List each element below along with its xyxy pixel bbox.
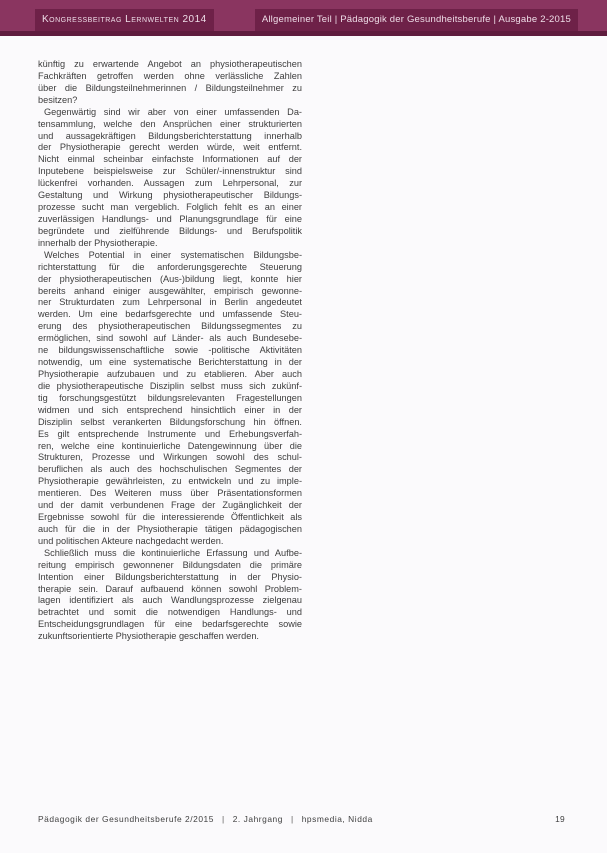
article-line: notwendig, um eine systematische Berichterstattung in der: [38, 357, 302, 368]
header-article-category: Kongressbeitrag Lernwelten 2014: [35, 9, 214, 31]
article-line: ren, welche eine kontinuierliche Datengewinnung über die: [38, 440, 302, 451]
article-line: Welches Potential in einer systematischen Bildungsbe-: [44, 249, 302, 260]
article-line: ner Strukturdaten zum Lehrpersonal in Berlin angedeutet: [38, 297, 302, 308]
article-line: besitzen?: [38, 94, 78, 105]
article-line: ne bildungswissenschaftliche sowie -politische Aktivitäten: [38, 345, 302, 356]
article-line: mentieren. Des Weiteren muss über Präsentationsformen: [38, 488, 302, 499]
article-line: innerhalb der Physiotherapie.: [38, 237, 158, 248]
article-line: lückenfrei vorhanden. Aussagen zum Lehrpersonal, zur: [38, 178, 302, 189]
article-line: ermöglichen, sind sowohl auf Länder- als auch Bundesebe-: [38, 333, 302, 344]
article-line: und aussagekräftigen Bildungsberichterstattung innerhalb: [38, 130, 302, 141]
article-line: Nicht einmal scheinbar einfachste Informationen auf der: [38, 154, 302, 165]
article-line: über die Bildungsteilnehmerinnen / Bildungsteilnehmer zu: [38, 82, 302, 93]
article-line: prozesse sucht man vergeblich. Folglich fehlt es an einer: [38, 202, 302, 213]
article-line: Disziplin selbst verankerten Bildungsforschung hin öffnen.: [38, 416, 302, 427]
page-header: [0, 0, 607, 36]
article-line: tig forschungsgestützt bildungsrelevanten Fragestellungen: [38, 392, 302, 403]
article-line: reitung empirisch gewonnener Bildungsdaten die primäre: [38, 559, 302, 570]
article-line: auch für die in der Physiotherapie tätigen pädagogischen: [38, 523, 302, 534]
footer-segment: Pädagogik der Gesundheitsberufe 2/2015: [38, 814, 214, 824]
article-line: richterstattung für die anforderungsgerechte Steuerung: [38, 261, 302, 272]
article-line: zuverlässigen Handlungs- und Planungsgrundlage für eine: [38, 213, 302, 224]
article-line: bereits anhand einiger ausgewählter, empirisch gewonne-: [38, 285, 302, 296]
page-footer: [38, 814, 565, 824]
article-line: Strukturen, Prozesse und Wirkungen sowohl des schul-: [38, 452, 302, 463]
article-line: beruflichen als auch des hochschulischen Segmentes der: [38, 464, 302, 475]
header-journal-info: Allgemeiner Teil | Pädagogik der Gesundheitsberufe | Ausgabe 2-2015: [255, 9, 578, 31]
article-line: Ergebnisse sowohl für die interessierende Öffentlichkeit als: [38, 512, 302, 523]
footer-segment: hpsmedia, Nidda: [301, 814, 373, 824]
article-line: widmen und sich entsprechend hinsichtlich einer in der: [38, 404, 302, 415]
article-line: Intention einer Bildungsberichterstattung in der Physio-: [38, 571, 302, 582]
article-line: erung des physiotherapeutischen Bildungssegmentes zu: [38, 321, 302, 332]
article-line: Physiotherapie gewährleisten, zu entwickeln und zu imple-: [38, 476, 302, 487]
article-line: lagen identifiziert als auch Wandlungsprozesse zielgenau: [38, 595, 302, 606]
footer-separator: |: [290, 814, 294, 824]
article-line: Gegenwärtig sind wir aber von einer umfassenden Da-: [44, 106, 302, 117]
footer-segment: 2. Jahrgang: [232, 814, 283, 824]
article-line: Es gilt entsprechende Instrumente und Erhebungsverfah-: [38, 428, 302, 439]
article-line: werden. Um eine bedarfsgerechte und umfassende Steu-: [38, 309, 302, 320]
article-line: zukunftsorientierte Physiotherapie geschaffen werden.: [38, 631, 259, 642]
article-line: tensammlung, welche den Ansprüchen einer strukturierten: [38, 118, 302, 129]
footer-journal-line: [38, 814, 373, 824]
article-line: der Physiotherapie gerecht werden würde, weit entfernt.: [38, 142, 302, 153]
article-line: Fachkräften getroffen werden ohne verlässliche Zahlen: [38, 70, 302, 81]
footer-separator: |: [221, 814, 225, 824]
article-line: und der damit verbundenen Frage der Zugänglichkeit der: [38, 500, 302, 511]
article-line: therapie sein. Darauf aufbauend können sowohl Problem-: [38, 583, 302, 594]
article-line: und politischen Akteure nachgedacht werden.: [38, 535, 224, 546]
article-line: Gestaltung und Wirkung physiotherapeutischer Bildungs-: [38, 190, 302, 201]
page-number: 19: [555, 814, 565, 824]
article-line: betrachtet und somit die notwendigen Handlungs- und: [38, 607, 302, 618]
article-line: begründete und zielführende Bildungs- und Berufspolitik: [38, 225, 302, 236]
article-line: Schließlich muss die kontinuierliche Erfassung und Aufbe-: [44, 547, 302, 558]
article-text-column: [38, 59, 302, 643]
article-line: die physiotherapeutische Disziplin selbst muss sich zukünf-: [38, 380, 302, 391]
article-line: der physiotherapeutischen (Aus-)bildung liegt, konnte hier: [38, 273, 302, 284]
article-line: künftig zu erwartende Angebot an physiotherapeutischen: [38, 59, 302, 69]
article-line: Entscheidungsgrundlagen für eine bedarfsgerechte sowie: [38, 619, 302, 630]
article-line: Inputebene beispielsweise zur Schüler/-innenstruktur sind: [38, 166, 302, 177]
article-line: Physiotherapie aufzubauen und zu etablieren. Aber auch: [38, 368, 302, 379]
